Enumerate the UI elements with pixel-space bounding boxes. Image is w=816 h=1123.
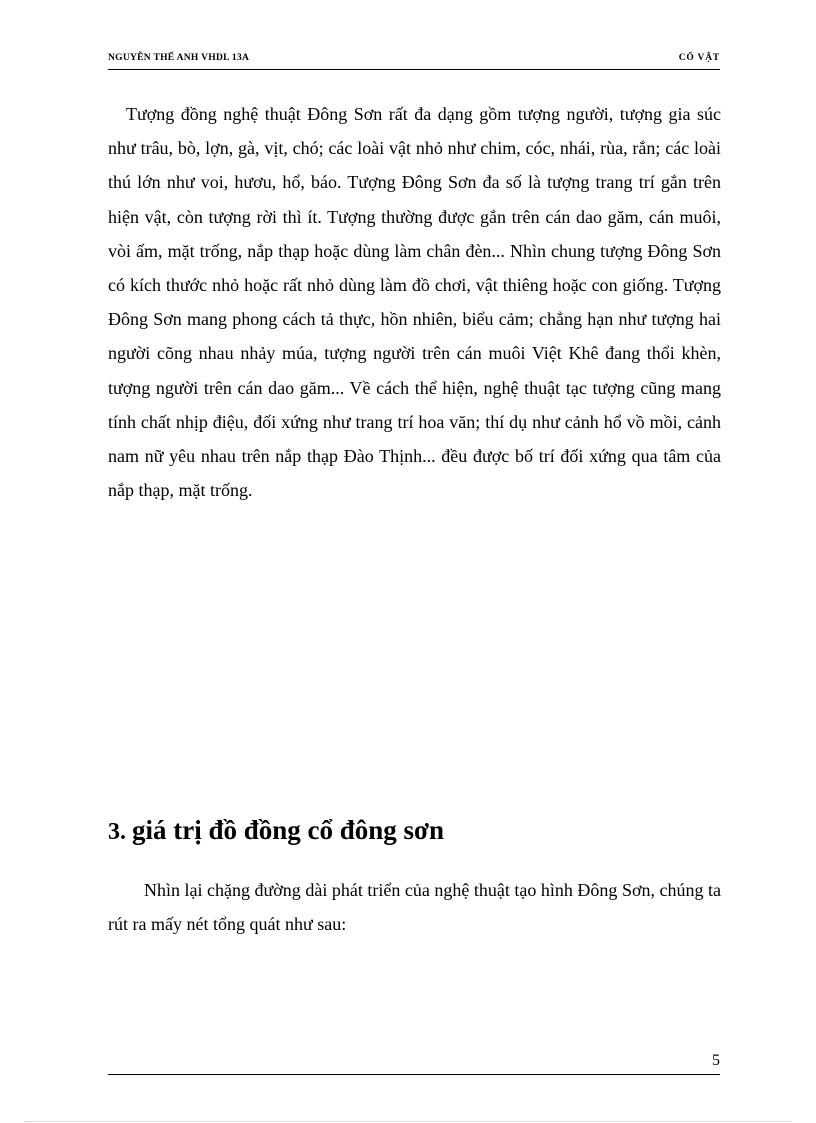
page-edge-divider — [24, 1121, 792, 1122]
paragraph-overview: Nhìn lại chặng đường dài phát triển của nghệ thuật tạo hình Đông Sơn, chúng ta rút ra mấy nét tổng quát như sau: — [108, 880, 721, 935]
paragraph-bronze-statues: Tượng đồng nghệ thuật Đông Sơn rất đa dạng gồm tượng người, tượng gia súc như trâu, bò, lợn, gà, vịt, chó; các loài vật nhỏ như chim, cóc, nhái, rùa, rắn; các loài thú lớn như voi, hươu, hổ, báo. Tượng Đông Sơn đa số là tượng trang trí gắn trên hiện vật, còn tượng rời thì ít. Tượng thường được gắn trên cán dao găm, cán muôi, vòi ấm, mặt trống, nắp thạp hoặc dùng làm chân đèn... Nhìn chung tượng Đông Sơn có kích thước nhỏ hoặc rất nhỏ dùng làm đồ chơi, vật thiêng hoặc con giống. Tượng Đông Sơn mang phong cách tả thực, hồn nhiên, biểu cảm; chẳng hạn như tượng hai người cõng nhau nhảy múa, tượng người trên cán muôi Việt Khê đang thổi khèn, tượng người trên cán dao găm... Về cách thể hiện, nghệ thuật tạc tượng cũng mang tính chất nhịp điệu, đối xứng như trang trí hoa văn; thí dụ như cảnh hổ vồ mồi, cảnh nam nữ yêu nhau trên nắp thạp Đào Thịnh... đều được bố trí đối xứng qua tâm của nắp thạp, mặt trống. — [108, 104, 721, 501]
section-title: giá trị đồ đồng cổ đông sơn — [132, 815, 445, 845]
page-header — [108, 50, 720, 70]
header-topic: CỔ VẬT — [678, 53, 720, 63]
section-heading — [108, 810, 444, 852]
header-rule — [108, 69, 720, 70]
section-number: 3. — [108, 819, 126, 845]
header-author: NGUYỄN THẾ ANH VHDL 13A — [108, 53, 250, 63]
footer-rule — [108, 1074, 720, 1075]
page-number: 5 — [712, 1052, 720, 1069]
